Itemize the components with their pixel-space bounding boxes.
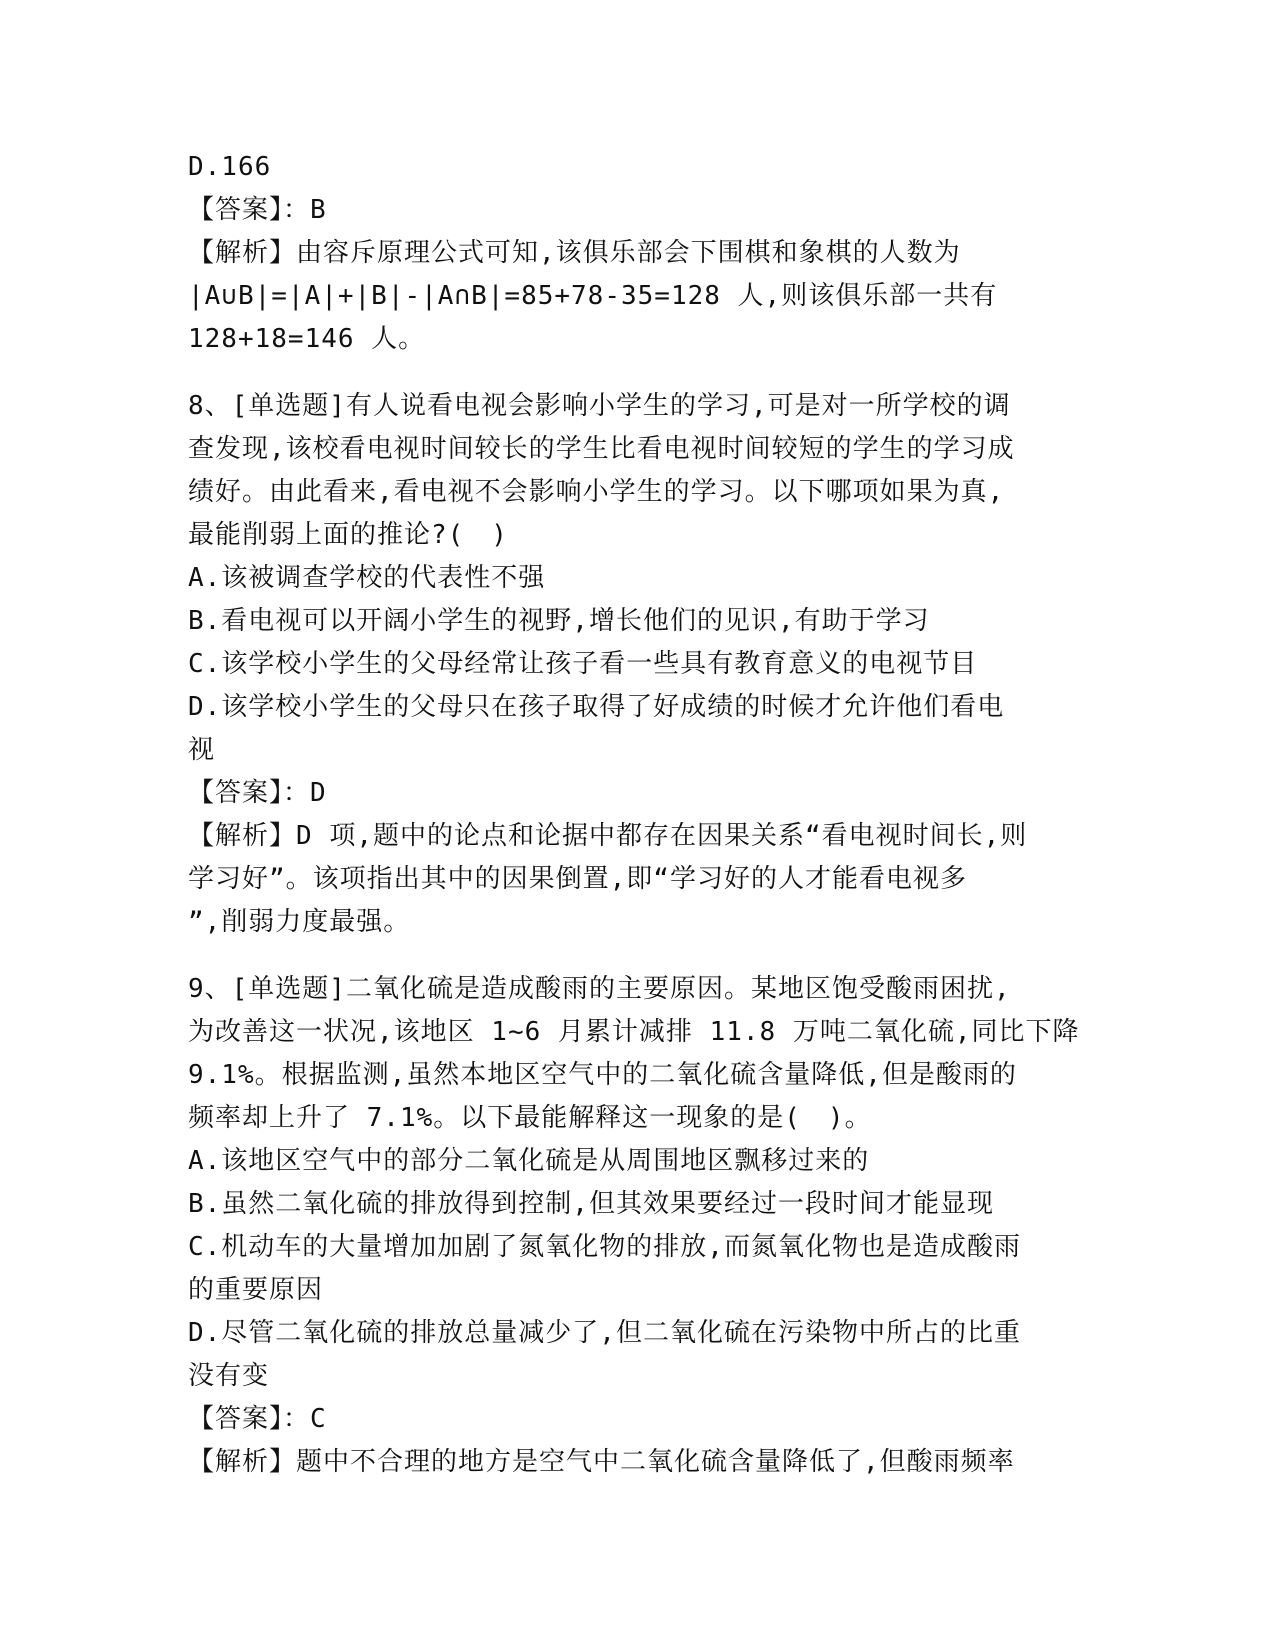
q8-answer: [188, 772, 1088, 815]
q8-stem-line: 8、[单选题]有人说看电视会影响小学生的学习,可是对一所学校的调: [188, 391, 1011, 421]
question-gap: [188, 944, 1088, 968]
q8-analysis-line: ”,削弱力度最强。: [188, 907, 411, 937]
q9-stem-line: 频率却上升了 7.1%。以下最能解释这一现象的是( )。: [188, 1103, 872, 1133]
q7-analysis-line: 128+18=146 人。: [188, 324, 426, 354]
q8-option-a: A.该被调查学校的代表性不强: [188, 563, 546, 593]
question-gap: [188, 361, 1088, 385]
q8-stem-line: 最能削弱上面的推论?( ): [188, 520, 508, 550]
q7-analysis-line: |A∪B|=|A|+|B|-|A∩B|=85+78-35=128 人,则该俱乐部一共有: [188, 281, 998, 311]
q8-analysis-line: [188, 815, 1088, 858]
q8-option-c: C.该学校小学生的父母经常让孩子看一些具有教育意义的电视节目: [188, 649, 978, 679]
answer-value: ：C: [283, 1404, 327, 1434]
q9-stem-line: 9.1%。根据监测,虽然本地区空气中的二氧化硫含量降低,但是酸雨的: [188, 1060, 1017, 1090]
q8-stem-line: 查发现,该校看电视时间较长的学生比看电视时间较短的学生的学习成: [188, 434, 1015, 464]
analysis-text: 由容斥原理公式可知,该俱乐部会下围棋和象棋的人数为: [296, 238, 961, 268]
q8-analysis-line: 学习好”。该项指出其中的因果倒置,即“学习好的人才能看电视多: [188, 864, 967, 894]
q9-option-d: D.尽管二氧化硫的排放总量减少了,但二氧化硫在污染物中所占的比重: [188, 1318, 1021, 1348]
answer-label: 【答案】: [188, 1404, 284, 1434]
q9-option-a: A.该地区空气中的部分二氧化硫是从周围地区飘移过来的: [188, 1146, 870, 1176]
q9-answer: [188, 1398, 1088, 1441]
q8-option-b: B.看电视可以开阔小学生的视野,增长他们的见识,有助于学习: [188, 606, 930, 636]
q9-stem-line: 9、[单选题]二氧化硫是造成酸雨的主要原因。某地区饱受酸雨困扰,: [188, 974, 1011, 1004]
q9-option-c: C.机动车的大量增加加剧了氮氧化物的排放,而氮氧化物也是造成酸雨: [188, 1232, 1021, 1262]
q9-analysis-line: [188, 1441, 1088, 1484]
analysis-label: 【解析】: [188, 238, 297, 268]
q9-option-b: B.虽然二氧化硫的排放得到控制,但其效果要经过一段时间才能显现: [188, 1189, 994, 1219]
analysis-label: 【解析】: [188, 821, 297, 851]
q8-option-d: D.该学校小学生的父母只在孩子取得了好成绩的时候才允许他们看电: [188, 692, 1005, 722]
answer-value: ：B: [283, 195, 327, 225]
q9-option-d: 没有变: [188, 1361, 270, 1391]
q7-analysis-line: [188, 232, 1088, 275]
analysis-label: 【解析】: [188, 1447, 297, 1477]
analysis-text: 题中不合理的地方是空气中二氧化硫含量降低了,但酸雨频率: [296, 1447, 1015, 1477]
q9-stem-line: 为改善这一状况,该地区 1~6 月累计减排 11.8 万吨二氧化硫,同比下降: [188, 1017, 1080, 1047]
page-content: [188, 146, 1088, 1484]
q9-option-c: 的重要原因: [188, 1275, 324, 1305]
answer-label: 【答案】: [188, 778, 284, 808]
q7-option-d: D.166: [188, 152, 272, 182]
q8-option-d: 视: [188, 735, 216, 765]
answer-value: ：D: [283, 778, 327, 808]
q7-answer: [188, 189, 1088, 232]
answer-label: 【答案】: [188, 195, 284, 225]
q8-stem-line: 绩好。由此看来,看电视不会影响小学生的学习。以下哪项如果为真,: [188, 477, 1005, 507]
analysis-text: D 项,题中的论点和论据中都存在因果关系“看电视时间长,则: [296, 821, 1028, 851]
